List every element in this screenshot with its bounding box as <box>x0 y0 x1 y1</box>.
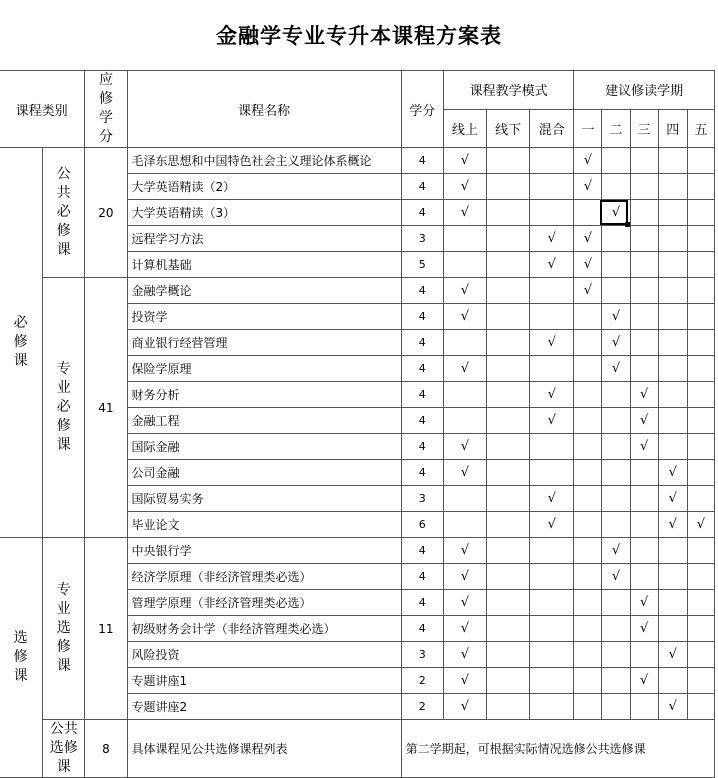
cell-offline <box>486 590 529 616</box>
cell-offline <box>486 564 529 590</box>
course-credit: 3 <box>401 226 443 252</box>
cell-t4 <box>658 200 687 226</box>
cell-t4 <box>658 148 687 174</box>
cell-t3: √ <box>630 382 658 408</box>
course-credit: 4 <box>401 590 443 616</box>
cell-mixed <box>530 434 574 460</box>
cell-t2: √ <box>602 538 630 564</box>
cell-mixed <box>530 564 574 590</box>
cell-t5 <box>687 226 714 252</box>
course-credit: 4 <box>401 434 443 460</box>
course-name: 初级财务会计学（非经济管理类必选） <box>127 616 401 642</box>
course-name: 国际金融 <box>127 434 401 460</box>
course-credit: 4 <box>401 616 443 642</box>
course-credit: 4 <box>401 278 443 304</box>
cell-offline <box>486 226 529 252</box>
cell-online: √ <box>443 356 486 382</box>
cell-t1 <box>574 616 602 642</box>
course-name: 专题讲座2 <box>127 694 401 720</box>
cell-t2 <box>602 174 630 200</box>
cell-offline <box>486 382 529 408</box>
public-elective-note: 第二学期起，可根据实际情况选修公共选修课 <box>401 720 714 778</box>
cell-t2 <box>602 486 630 512</box>
subgroup-public-required: 公共必修课 <box>43 148 85 278</box>
group-credits-public-elective: 8 <box>85 720 127 778</box>
group-required: 必修课 <box>0 148 43 538</box>
course-credit: 3 <box>401 642 443 668</box>
course-name: 中央银行学 <box>127 538 401 564</box>
subgroup-public-elective: 公共选修课 <box>43 720 85 778</box>
course-credit: 4 <box>401 200 443 226</box>
cell-offline <box>486 434 529 460</box>
table-row <box>0 538 715 564</box>
cell-t5 <box>687 460 714 486</box>
cell-online: √ <box>443 564 486 590</box>
course-credit: 3 <box>401 486 443 512</box>
cell-t2 <box>602 148 630 174</box>
cell-t1 <box>574 356 602 382</box>
cell-t4: √ <box>658 512 687 538</box>
course-credit: 4 <box>401 174 443 200</box>
cell-t1: √ <box>574 174 602 200</box>
cell-offline <box>486 408 529 434</box>
cell-mixed <box>530 278 574 304</box>
cell-t1 <box>574 200 602 226</box>
cell-t1 <box>574 538 602 564</box>
cell-t1 <box>574 590 602 616</box>
cell-t2: √ <box>602 304 630 330</box>
cell-t3 <box>630 694 658 720</box>
cell-online: √ <box>443 538 486 564</box>
group-credits-major-elective: 11 <box>85 538 127 720</box>
cell-t4 <box>658 174 687 200</box>
cell-offline <box>486 642 529 668</box>
course-name: 专题讲座1 <box>127 668 401 694</box>
cell-t2 <box>602 642 630 668</box>
cell-t5 <box>687 486 714 512</box>
cell-t1 <box>574 408 602 434</box>
group-elective: 选修课 <box>0 538 43 778</box>
cell-t2 <box>602 278 630 304</box>
header-mode-offline: 线下 <box>486 109 529 148</box>
cell-t3 <box>630 200 658 226</box>
cell-t3 <box>630 486 658 512</box>
cell-mixed <box>530 538 574 564</box>
cell-online <box>443 382 486 408</box>
cell-t3: √ <box>630 616 658 642</box>
cell-t1: √ <box>574 148 602 174</box>
cell-t5 <box>687 382 714 408</box>
cell-mixed <box>530 642 574 668</box>
course-name: 毕业论文 <box>127 512 401 538</box>
cell-mixed <box>530 356 574 382</box>
course-name: 毛泽东思想和中国特色社会主义理论体系概论 <box>127 148 401 174</box>
header-term-2: 二 <box>602 109 630 148</box>
cell-online: √ <box>443 278 486 304</box>
cell-t4: √ <box>658 486 687 512</box>
cell-online: √ <box>443 174 486 200</box>
cell-t4 <box>658 590 687 616</box>
header-credits-required: 应修学分 <box>85 71 127 148</box>
cell-online: √ <box>443 694 486 720</box>
cell-online: √ <box>443 460 486 486</box>
cell-t2 <box>602 252 630 278</box>
cell-t5 <box>687 356 714 382</box>
cell-t1 <box>574 486 602 512</box>
cell-online: √ <box>443 434 486 460</box>
cell-t3 <box>630 642 658 668</box>
cell-t2 <box>602 382 630 408</box>
cell-t3: √ <box>630 590 658 616</box>
cell-t5: √ <box>687 512 714 538</box>
cell-t5 <box>687 668 714 694</box>
course-credit: 4 <box>401 330 443 356</box>
cell-t5 <box>687 616 714 642</box>
cell-t5 <box>687 408 714 434</box>
cell-t4 <box>658 304 687 330</box>
header-category: 课程类别 <box>0 71 85 148</box>
cell-t5 <box>687 330 714 356</box>
course-name: 管理学原理（非经济管理类必选） <box>127 590 401 616</box>
cell-t2 <box>602 460 630 486</box>
cell-t5 <box>687 174 714 200</box>
cell-t5 <box>687 278 714 304</box>
cell-t3 <box>630 304 658 330</box>
cell-online <box>443 486 486 512</box>
cell-online: √ <box>443 200 486 226</box>
cell-t5 <box>687 564 714 590</box>
cell-t3 <box>630 278 658 304</box>
cell-t1 <box>574 434 602 460</box>
cell-t4 <box>658 564 687 590</box>
cell-t4 <box>658 434 687 460</box>
course-credit: 4 <box>401 460 443 486</box>
header-credit: 学分 <box>401 71 443 148</box>
course-name: 投资学 <box>127 304 401 330</box>
cell-online <box>443 512 486 538</box>
cell-t3 <box>630 252 658 278</box>
cell-t2 <box>602 226 630 252</box>
course-credit: 4 <box>401 356 443 382</box>
header-mode-mixed: 混合 <box>530 109 574 148</box>
cell-mixed <box>530 668 574 694</box>
cell-online: √ <box>443 304 486 330</box>
cell-t3 <box>630 564 658 590</box>
cell-online: √ <box>443 616 486 642</box>
subgroup-major-elective: 专业选修课 <box>43 538 85 720</box>
cell-offline <box>486 668 529 694</box>
cell-offline <box>486 304 529 330</box>
course-name: 大学英语精读（2） <box>127 174 401 200</box>
header-course-name: 课程名称 <box>127 71 401 148</box>
cell-t1 <box>574 460 602 486</box>
course-credit: 4 <box>401 408 443 434</box>
course-name: 远程学习方法 <box>127 226 401 252</box>
cell-t2 <box>602 434 630 460</box>
course-credit: 4 <box>401 538 443 564</box>
cell-t1 <box>574 564 602 590</box>
cell-mixed: √ <box>530 486 574 512</box>
table-row <box>0 148 715 174</box>
cell-mixed: √ <box>530 252 574 278</box>
cell-online: √ <box>443 148 486 174</box>
cell-t4 <box>658 278 687 304</box>
cell-mixed <box>530 174 574 200</box>
cell-t4 <box>658 356 687 382</box>
cell-t4 <box>658 408 687 434</box>
cell-t2: √ <box>602 564 630 590</box>
group-credits-major-required: 41 <box>85 278 127 538</box>
cell-t2 <box>602 616 630 642</box>
group-credits-public-required: 20 <box>85 148 127 278</box>
cell-t3 <box>630 460 658 486</box>
cell-t2: √ <box>602 330 630 356</box>
cell-offline <box>486 330 529 356</box>
header-term-1: 一 <box>574 109 602 148</box>
cell-t4 <box>658 330 687 356</box>
subgroup-major-required: 专业必修课 <box>43 278 85 538</box>
header-suggested-term: 建议修读学期 <box>574 71 715 110</box>
course-name: 金融学概论 <box>127 278 401 304</box>
cell-t3 <box>630 330 658 356</box>
cell-t3 <box>630 174 658 200</box>
cell-mixed <box>530 694 574 720</box>
cell-offline <box>486 538 529 564</box>
cell-offline <box>486 252 529 278</box>
cell-mixed <box>530 304 574 330</box>
cell-mixed: √ <box>530 226 574 252</box>
header-term-5: 五 <box>687 109 714 148</box>
cell-t2 <box>602 694 630 720</box>
cell-t1 <box>574 668 602 694</box>
cell-t2 <box>602 408 630 434</box>
cell-offline <box>486 512 529 538</box>
cell-offline <box>486 356 529 382</box>
course-name: 金融工程 <box>127 408 401 434</box>
cell-t5 <box>687 304 714 330</box>
cell-online: √ <box>443 590 486 616</box>
course-name: 商业银行经营管理 <box>127 330 401 356</box>
course-credit: 4 <box>401 148 443 174</box>
cell-t3 <box>630 512 658 538</box>
course-credit: 2 <box>401 668 443 694</box>
cell-t2 <box>602 668 630 694</box>
cell-t5 <box>687 148 714 174</box>
cell-t1: √ <box>574 278 602 304</box>
cell-t2: √ <box>602 200 630 226</box>
course-name: 经济学原理（非经济管理类必选） <box>127 564 401 590</box>
cell-t3: √ <box>630 434 658 460</box>
course-name: 公司金融 <box>127 460 401 486</box>
cell-t3 <box>630 356 658 382</box>
course-credit: 2 <box>401 694 443 720</box>
cell-mixed: √ <box>530 382 574 408</box>
cell-offline <box>486 460 529 486</box>
cell-mixed <box>530 148 574 174</box>
cell-mixed: √ <box>530 330 574 356</box>
course-name: 保险学原理 <box>127 356 401 382</box>
cell-t5 <box>687 590 714 616</box>
course-credit: 4 <box>401 382 443 408</box>
cell-online <box>443 226 486 252</box>
cell-online: √ <box>443 642 486 668</box>
cell-offline <box>486 278 529 304</box>
cell-t3 <box>630 148 658 174</box>
cell-t1 <box>574 304 602 330</box>
cell-mixed: √ <box>530 512 574 538</box>
cell-t4 <box>658 538 687 564</box>
cell-t4: √ <box>658 460 687 486</box>
cell-t4 <box>658 382 687 408</box>
cell-t2 <box>602 512 630 538</box>
public-elective-course-text: 具体课程见公共选修课程列表 <box>127 720 401 778</box>
cell-t3: √ <box>630 408 658 434</box>
cell-t5 <box>687 252 714 278</box>
cell-offline <box>486 200 529 226</box>
cell-offline <box>486 694 529 720</box>
cell-t3 <box>630 538 658 564</box>
selected-cell-cursor[interactable] <box>600 200 628 225</box>
course-credit: 4 <box>401 564 443 590</box>
cell-online <box>443 252 486 278</box>
cell-offline <box>486 174 529 200</box>
cell-offline <box>486 486 529 512</box>
cell-t3: √ <box>630 668 658 694</box>
cell-t4 <box>658 226 687 252</box>
cell-t4: √ <box>658 642 687 668</box>
cell-t5 <box>687 642 714 668</box>
course-credit: 4 <box>401 304 443 330</box>
cell-online <box>443 330 486 356</box>
course-credit: 5 <box>401 252 443 278</box>
cell-t1: √ <box>574 226 602 252</box>
cell-t5 <box>687 434 714 460</box>
cell-t1 <box>574 694 602 720</box>
cell-t1 <box>574 382 602 408</box>
course-name: 国际贸易实务 <box>127 486 401 512</box>
cell-mixed <box>530 616 574 642</box>
course-name: 风险投资 <box>127 642 401 668</box>
course-name: 计算机基础 <box>127 252 401 278</box>
cell-t2 <box>602 590 630 616</box>
cell-online: √ <box>443 668 486 694</box>
course-credit: 6 <box>401 512 443 538</box>
header-term-4: 四 <box>658 109 687 148</box>
cell-t1 <box>574 330 602 356</box>
header-mode-online: 线上 <box>443 109 486 148</box>
course-name: 大学英语精读（3） <box>127 200 401 226</box>
header-teaching-mode: 课程教学模式 <box>443 71 574 110</box>
page-title: 金融学专业专升本课程方案表 <box>216 23 502 48</box>
cell-mixed: √ <box>530 408 574 434</box>
cell-t5 <box>687 694 714 720</box>
cell-t3 <box>630 226 658 252</box>
cell-mixed <box>530 200 574 226</box>
cell-mixed <box>530 460 574 486</box>
course-plan-table <box>0 70 715 778</box>
header-term-3: 三 <box>630 109 658 148</box>
cell-t4: √ <box>658 694 687 720</box>
cell-t1 <box>574 642 602 668</box>
cell-t1 <box>574 512 602 538</box>
cell-t5 <box>687 538 714 564</box>
cell-t4 <box>658 668 687 694</box>
cell-mixed <box>530 590 574 616</box>
cell-t2: √ <box>602 356 630 382</box>
cell-online <box>443 408 486 434</box>
cell-t4 <box>658 252 687 278</box>
cell-offline <box>486 616 529 642</box>
course-name: 财务分析 <box>127 382 401 408</box>
cell-t1: √ <box>574 252 602 278</box>
cell-offline <box>486 148 529 174</box>
cell-t4 <box>658 616 687 642</box>
cell-t5 <box>687 200 714 226</box>
table-row <box>0 278 715 304</box>
table-row <box>0 720 715 778</box>
